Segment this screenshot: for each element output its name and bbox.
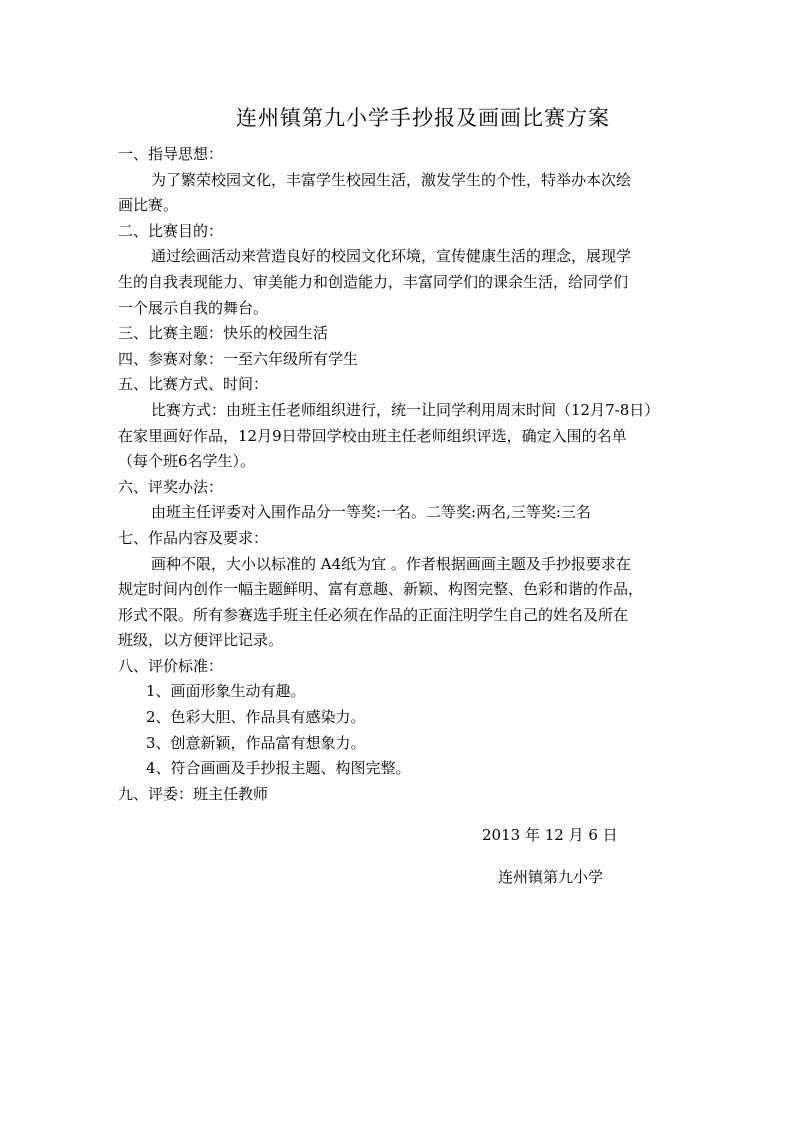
paragraph-line: 比赛方式：由班主任老师组织进行，统一让同学利用周末时间（12月7-8日） bbox=[151, 400, 660, 419]
paragraph-line: 形式不限。所有参赛选手班主任必须在作品的正面注明学生自己的姓名及所在 bbox=[118, 605, 629, 624]
section-heading-judges: 九、评委：班主任教师 bbox=[118, 784, 269, 803]
criteria-item: 1、画面形象生动有趣。 bbox=[146, 682, 306, 701]
document-title: 连州镇第九小学手抄报及画画比赛方案 bbox=[236, 106, 610, 130]
paragraph-line: 规定时间内创作一幅主题鲜明、富有意趣、新颖、构图完整、色彩和谐的作品， bbox=[118, 580, 644, 599]
section-heading-method-time: 五、比赛方式、时间： bbox=[118, 375, 269, 394]
section-heading-theme: 三、比赛主题：快乐的校园生活 bbox=[118, 324, 329, 343]
document-body bbox=[118, 142, 698, 807]
paragraph-line: 为了繁荣校园文化，丰富学生校园生活，激发学生的个性，特举办本次绘 bbox=[151, 170, 632, 189]
paragraph-line: 由班主任评委对入围作品分一等奖:一名。二等奖:两名,三等奖:三名 bbox=[151, 503, 591, 522]
document-date: 2013 年 12 月 6 日 bbox=[482, 826, 618, 844]
section-heading-guiding-idea: 一、指导思想： bbox=[118, 145, 224, 163]
section-heading-criteria: 八、评价标准： bbox=[118, 656, 224, 675]
criteria-item: 3、创意新颖，作品富有想象力。 bbox=[146, 733, 366, 752]
section-heading-purpose: 二、比赛目的： bbox=[118, 221, 224, 240]
section-heading-awards: 六、评奖办法： bbox=[118, 477, 224, 496]
paragraph-line: 画种不限，大小以标准的 A4纸为宜 。作者根据画画主题及手抄报要求在 bbox=[151, 554, 631, 573]
paragraph-line: 生的自我表现能力、审美能力和创造能力，丰富同学们的课余生活，给同学们 bbox=[118, 272, 629, 291]
paragraph-line: 一个展示自我的舞台。 bbox=[118, 298, 269, 317]
document-organization: 连州镇第九小学 bbox=[498, 868, 604, 886]
criteria-item: 4、符合画画及手抄报主题、构图完整。 bbox=[146, 759, 411, 778]
section-heading-content-requirements: 七、作品内容及要求： bbox=[118, 528, 269, 547]
paragraph-line: 在家里画好作品，12月9日带回学校由班主任老师组织评选，确定入围的名单 bbox=[118, 426, 627, 445]
paragraph-line: （每个班6名学生）。 bbox=[118, 452, 256, 471]
paragraph-line: 班级，以方便评比记录。 bbox=[118, 631, 284, 650]
section-heading-participants: 四、参赛对象：一至六年级所有学生 bbox=[118, 349, 359, 368]
paragraph-line: 通过绘画活动来营造良好的校园文化环境，宣传健康生活的理念，展现学 bbox=[151, 247, 632, 266]
criteria-item: 2、色彩大胆、作品具有感染力。 bbox=[146, 708, 366, 727]
paragraph-line: 画比赛。 bbox=[118, 196, 179, 215]
